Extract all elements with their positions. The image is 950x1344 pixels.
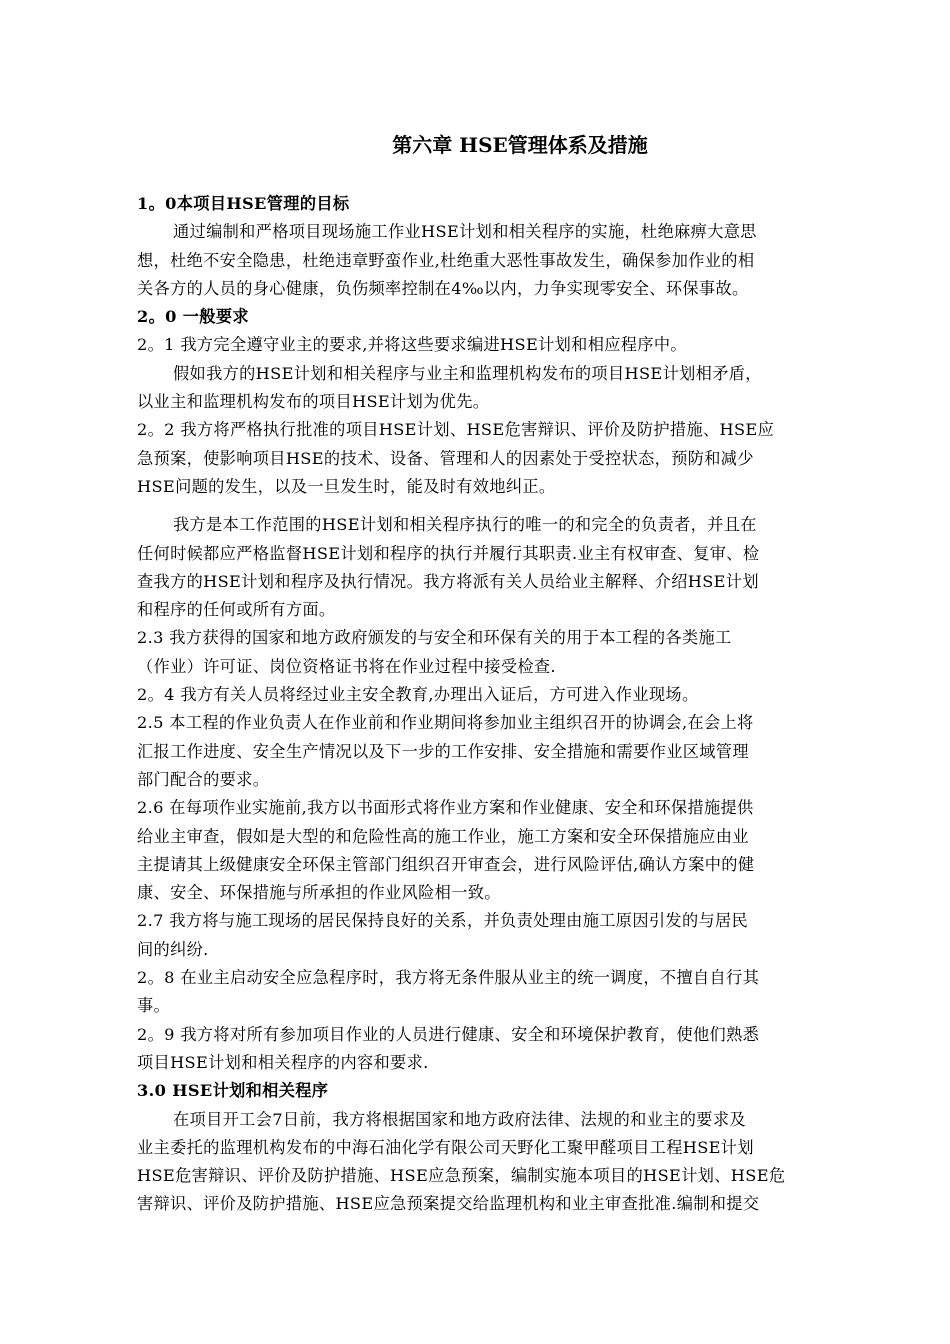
paragraph-line: 我方是本工作范围的HSE计划和相关程序执行的唯一的和完全的负责者，并且在	[173, 515, 757, 535]
paragraph-line: 2。8 在业主启动安全应急程序时，我方将无条件服从业主的统一调度，不擅自自行其	[137, 968, 760, 988]
paragraph-line: 2.5 本工程的作业负责人在作业前和作业期间将参加业主组织召开的协调会,在会上将	[137, 713, 754, 733]
paragraph-line: HSE危害辩识、评价及防护措施、HSE应急预案，编制实施本项目的HSE计划、HSE危	[137, 1166, 786, 1186]
paragraph-line: 2。2 我方将严格执行批准的项目HSE计划、HSE危害辩识、评价及防护措施、HSE应	[137, 420, 775, 440]
paragraph-line: （作业）许可证、岗位资格证书将在作业过程中接受检查.	[137, 656, 556, 676]
paragraph-line: 和程序的任何或所有方面。	[137, 600, 336, 620]
paragraph-line: 想，杜绝不安全隐患，杜绝违章野蛮作业,杜绝重大恶性事故发生，确保参加作业的相	[137, 250, 755, 270]
document-body	[137, 190, 860, 1219]
paragraph-line: 2.7 我方将与施工现场的居民保持良好的关系，并负责处理由施工原因引发的与居民	[137, 911, 749, 931]
paragraph-line: 项目HSE计划和相关程序的内容和要求.	[137, 1052, 429, 1072]
paragraph-line: 2。4 我方有关人员将经过业主安全教育,办理出入证后，方可进入作业现场。	[137, 685, 699, 705]
paragraph-line: 查我方的HSE计划和程序及执行情况。我方将派有关人员给业主解释、介绍HSE计划	[137, 571, 759, 591]
section-heading-1-0: 1。0本项目HSE管理的目标	[137, 194, 350, 213]
paragraph-line: 2。9 我方将对所有参加项目作业的人员进行健康、安全和环境保护教育，使他们熟悉	[137, 1024, 760, 1044]
paragraph-line: 急预案，使影响项目HSE的技术、设备、管理和人的因素处于受控状态，预防和减少	[137, 448, 754, 468]
paragraph-line: 事。	[137, 996, 171, 1016]
paragraph-line: 业主委托的监理机构发布的中海石油化学有限公司天野化工聚甲醛项目工程HSE计划	[137, 1137, 754, 1157]
section-heading-2-0: 2。0 一般要求	[137, 307, 249, 327]
paragraph-line: 任何时候都应严格监督HSE计划和程序的执行并履行其职责.业主有权审查、复审、检	[137, 543, 760, 563]
paragraph-line: 害辩识、评价及防护措施、HSE应急预案提交给监理机构和业主审查批准.编制和提交	[137, 1194, 760, 1214]
paragraph-line: 关各方的人员的身心健康，负伤频率控制在4‰以内，力争实现零安全、环保事故。	[137, 278, 749, 298]
paragraph-line: 2。1 我方完全遵守业主的要求,并将这些要求编进HSE计划和相应程序中。	[137, 335, 687, 355]
paragraph-line: HSE问题的发生，以及一旦发生时，能及时有效地纠正。	[137, 476, 556, 496]
paragraph-line: 间的纠纷.	[137, 939, 209, 959]
chapter-title: 第六章 HSE管理体系及措施	[392, 133, 648, 157]
paragraph-line: 汇报工作进度、安全生产情况以及下一步的工作安排、安全措施和需要作业区域管理	[137, 741, 749, 761]
paragraph-line: 假如我方的HSE计划和相关程序与业主和监理机构发布的项目HSE计划相矛盾，	[173, 363, 762, 383]
paragraph-line: 部门配合的要求。	[137, 769, 270, 789]
section-heading-3-0: 3.0 HSE计划和相关程序	[137, 1081, 329, 1101]
paragraph-line: 在项目开工会7日前，我方将根据国家和地方政府法律、法规的和业主的要求及	[173, 1109, 746, 1129]
paragraph-line: 康、安全、环保措施与所承担的作业风险相一致。	[137, 883, 501, 903]
paragraph-line: 通过编制和严格项目现场施工作业HSE计划和相关程序的实施，杜绝麻痹大意思	[173, 222, 757, 242]
paragraph-line: 2.6 在每项作业实施前,我方以书面形式将作业方案和作业健康、安全和环保措施提供	[137, 798, 754, 818]
paragraph-line: 2.3 我方获得的国家和地方政府颁发的与安全和环保有关的用于本工程的各类施工	[137, 628, 732, 648]
paragraph-line: 给业主审查，假如是大型的和危险性高的施工作业，施工方案和安全环保措施应由业	[137, 826, 749, 846]
paragraph-line: 主提请其上级健康安全环保主管部门组织召开审查会，进行风险评估,确认方案中的健	[137, 854, 755, 874]
paragraph-line: 以业主和监理机构发布的项目HSE计划为优先。	[137, 392, 490, 412]
